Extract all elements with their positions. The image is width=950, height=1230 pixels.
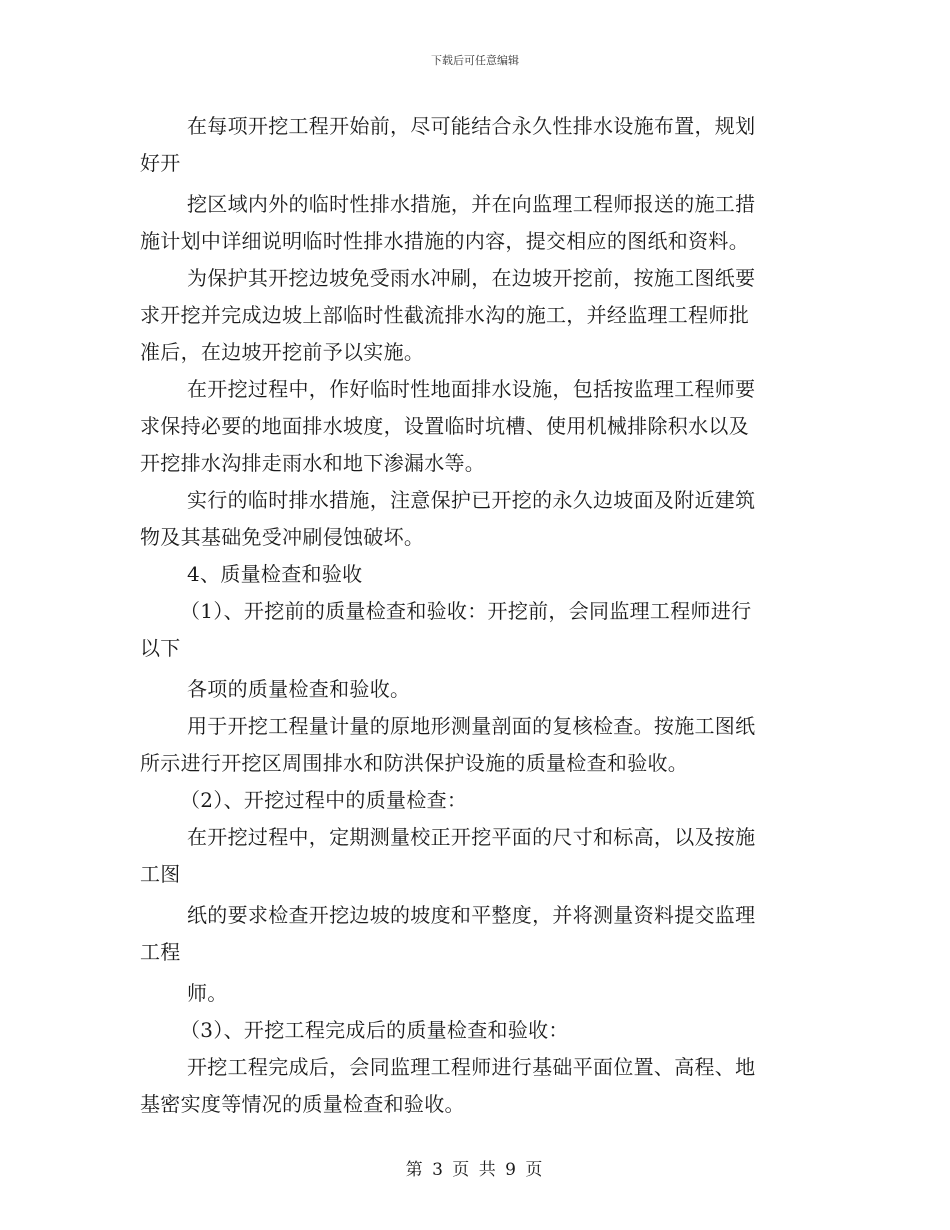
document-body: [140, 108, 830, 1123]
paragraph-line: 实行的临时排水措施，注意保护已开挖的永久边坡面及附近建筑: [187, 488, 756, 512]
paragraph-line: 基密实度等情况的质量检查和验收。: [140, 1092, 465, 1116]
paragraph-line: 在开挖过程中，定期测量校正开挖平面的尺寸和标高，以及按施: [187, 825, 756, 849]
paragraph-line: 施计划中详细说明临时性排水措施的内容，提交相应的图纸和资料。: [140, 229, 749, 253]
paragraph-line: 工图: [140, 862, 181, 886]
paragraph-line: 用于开挖工程量计量的原地形测量剖面的复核检查。按施工图纸: [187, 714, 756, 738]
section-heading: 4、质量检查和验收: [187, 562, 363, 586]
paragraph-line: 在每项开挖工程开始前，尽可能结合永久性排水设施布置，规划: [187, 114, 756, 138]
page-number-footer: 第 3 页 共 9 页: [405, 1160, 545, 1180]
subsection-heading: （3）、开挖工程完成后的质量检查和验收：: [180, 1018, 569, 1042]
paragraph-line: 求开挖并完成边坡上部临时性截流排水沟的施工，并经监理工程师批: [140, 303, 749, 327]
subsection-heading: （2）、开挖过程中的质量检查：: [180, 788, 468, 812]
paragraph-line: 准后，在边坡开挖前予以实施。: [140, 340, 425, 364]
paragraph-line: 为保护其开挖边坡免受雨水冲刷，在边坡开挖前，按施工图纸要: [187, 266, 756, 290]
paragraph-line: 工程: [140, 940, 181, 964]
paragraph-line: 以下: [140, 636, 181, 660]
paragraph-line: 求保持必要的地面排水坡度，设置临时坑槽、使用机械排除积水以及: [140, 414, 749, 438]
paragraph-line: 物及其基础免受冲刷侵蚀破坏。: [140, 525, 425, 549]
paragraph-line: 开挖工程完成后，会同监理工程师进行基础平面位置、高程、地: [187, 1055, 756, 1079]
paragraph-line: 师。: [187, 981, 228, 1005]
paragraph-line: 开挖排水沟排走雨水和地下渗漏水等。: [140, 451, 486, 475]
paragraph-line: 在开挖过程中，作好临时性地面排水设施，包括按监理工程师要: [187, 377, 756, 401]
paragraph-line: 挖区域内外的临时性排水措施，并在向监理工程师报送的施工措: [187, 192, 756, 216]
paragraph-line: 各项的质量检查和验收。: [187, 677, 411, 701]
page-header-note: 下载后可任意编辑: [431, 54, 519, 67]
subsection-heading: （1）、开挖前的质量检查和验收：开挖前，会同监理工程师进行: [180, 599, 752, 623]
paragraph-line: 纸的要求检查开挖边坡的坡度和平整度，并将测量资料提交监理: [187, 903, 756, 927]
paragraph-line: 所示进行开挖区周围排水和防洪保护设施的质量检查和验收。: [140, 751, 689, 775]
paragraph-line: 好开: [140, 151, 181, 175]
